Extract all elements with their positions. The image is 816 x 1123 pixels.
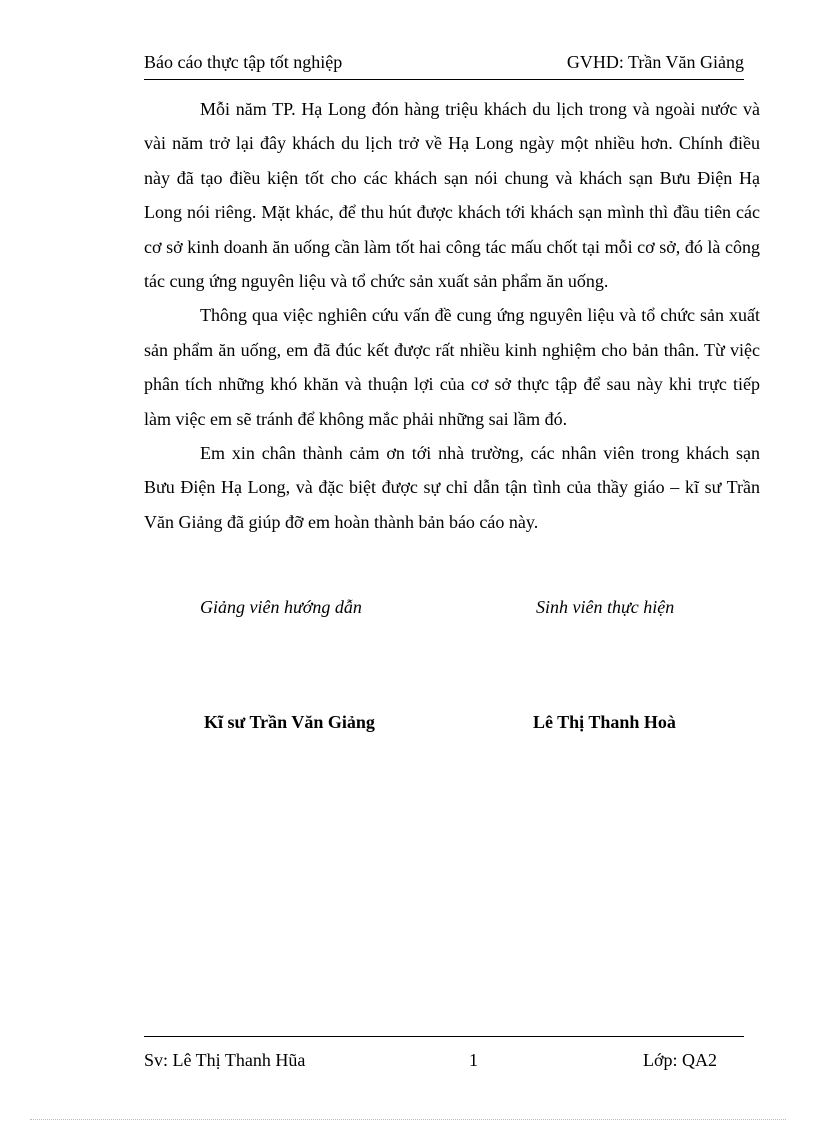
footer-divider [144, 1036, 744, 1037]
page-header [144, 52, 744, 76]
header-divider [144, 79, 744, 80]
header-advisor: GVHD: Trần Văn Giảng [566, 52, 744, 72]
report-body [144, 92, 760, 539]
paragraph-thanks: Em xin chân thành cảm ơn tới nhà trường, các nhân viên trong khách sạn Bưu Điện Hạ Long, và đặc biệt được sự chỉ dẫn tận tình của thầy giáo – kĩ sư Trần Văn Giảng đã giúp đỡ em hoàn thành bản báo cáo này. [144, 443, 760, 532]
paragraph-experience: Thông qua việc nghiên cứu vấn đề cung ứng nguyên liệu và tổ chức sản xuất sản phẩm ăn uống, em đã đúc kết được rất nhiều kinh nghiệm cho bản thân. Từ việc phân tích những khó khăn và thuận lợi của cơ sở thực tập để sau này khi trực tiếp làm việc em sẽ tránh để không mắc phải những sai lầm đó. [144, 305, 760, 429]
page-number: 1 [469, 1050, 478, 1070]
footer-student: Sv: Lê Thị Thanh Hũa [144, 1050, 306, 1070]
student-role: Sinh viên thực hiện [536, 597, 675, 617]
instructor-name: Kĩ sư Trần Văn Giảng [204, 712, 375, 732]
header-report-title: Báo cáo thực tập tốt nghiệp [144, 52, 343, 72]
footer-class: Lớp: QA2 [643, 1050, 718, 1070]
paragraph-intro: Mỗi năm TP. Hạ Long đón hàng triệu khách du lịch trong và ngoài nước và vài năm trở lại đây khách du lịch trở về Hạ Long ngày một nhiều hơn. Chính điều này đã tạo điều kiện tốt cho các khách sạn nói chung và khách sạn Bưu Điện Hạ Long nói riêng. Mặt khác, để thu hút được khách tới khách sạn mình thì đầu tiên các cơ sở kinh doanh ăn uống cần làm tốt hai công tác mấu chốt tại mỗi cơ sở, đó là công tác cung ứng nguyên liệu và tổ chức sản xuất sản phẩm ăn uống. [144, 99, 760, 292]
page-bottom-edge [30, 1119, 786, 1120]
student-name: Lê Thị Thanh Hoà [533, 712, 676, 732]
instructor-role: Giảng viên hướng dẫn [200, 597, 362, 617]
